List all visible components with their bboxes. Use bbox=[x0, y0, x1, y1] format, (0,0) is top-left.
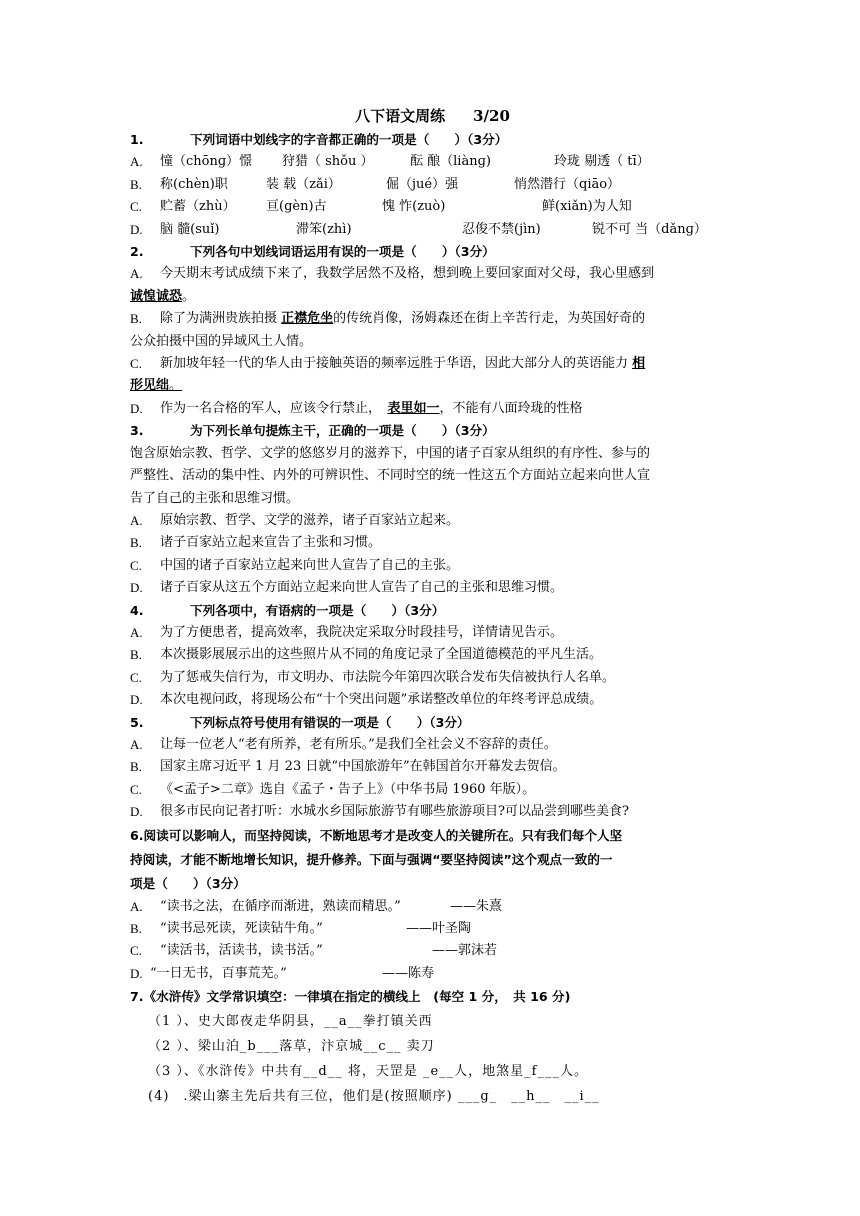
q4-option-c: C. 为了惩戒失信行为，市文明办、市法院今年第四次联合发布失信被执行人名单。 bbox=[130, 669, 616, 685]
question-6-stem: 持阅读，才能不断地增长知识，提升修养。下面与强调“要坚持阅读”这个观点一致的一 bbox=[130, 851, 613, 867]
q2-option-c-cont: 形见绌。 bbox=[130, 378, 183, 394]
q6-option-b: B. “读书忌死读，死读钻牛角。” ——叶圣陶 bbox=[130, 921, 472, 936]
question-4-stem: 4. 下列各项中，有语病的一项是（ ）（3分） bbox=[130, 602, 445, 618]
q1-option-b: B. 称(chèn)职 装 载（zǎi） 倔（jué）强 悄然潜行（qiāo） bbox=[130, 176, 621, 192]
q7-item-2: （2 ）、梁山泊_b___落草，汴京城__c__ 卖刀 bbox=[148, 1039, 435, 1055]
q5-option-c: C. 《<孟子>二章》选自《孟子・告子上》（中华书局 1960 年版）。 bbox=[130, 781, 536, 797]
title-date: 3/20 bbox=[473, 107, 510, 125]
q2-option-d: D. 作为一名合格的军人，应该令行禁止， 表里如一，不能有八面玲珑的性格 bbox=[130, 400, 583, 416]
q3-passage-line: 饱含原始宗教、哲学、文学的悠悠岁月的滋养下，中国的诸子百家从组织的有序性、参与的 bbox=[130, 445, 651, 461]
q2-option-b: B. 除了为满洲贵族拍摄 正襟危坐的传统肖像，汤姆森还在街上辛苦行走，为英国好奇的 bbox=[130, 311, 646, 327]
q2-option-a: A. 今天期末考试成绩下来了，我数学居然不及格，想到晚上要回家面对父母，我心里感到 bbox=[130, 266, 655, 282]
document-page bbox=[130, 104, 735, 1109]
q4-option-d: D. 本次电视问政，将现场公布“十个突出问题”承诺整改单位的年终考评总成绩。 bbox=[130, 692, 603, 708]
question-1-stem: 1. 下列词语中划线字的字音都正确的一项是（ ）（3分） bbox=[130, 132, 508, 147]
q1-option-a: A. 憧（chōnɡ）憬 狩猎（ shǒu ） 酝 酿（liànɡ) 玲珑 剔透（ tī） bbox=[130, 154, 650, 170]
q3-passage-line: 告了自己的主张和思维习惯。 bbox=[130, 490, 300, 506]
q5-option-d: D. 很多市民向记者打听：水城水乡国际旅游节有哪些旅游项目?可以品尝到哪些美食? bbox=[130, 804, 629, 820]
q7-item-3: （3 ）、《水浒传》中共有__d__ 将，天罡是 _e__人，地煞星_f___人。 bbox=[148, 1064, 588, 1080]
q6-option-a: A. “读书之法，在循序而渐进，熟读而精思。” ——朱熹 bbox=[130, 898, 503, 914]
question-7-stem: 7.《水浒传》文学常识填空：一律填在指定的横线上 (每空 1 分， 共 16 分) bbox=[130, 989, 571, 1005]
q6-option-c: C. “读活书，活读书，读书活。” ——郭沫若 bbox=[130, 943, 498, 959]
q1-option-c: C. 贮蓄（zhù） 亘(gèn)古 愧 怍(zuò) 鲜(xiǎn)为人知 bbox=[130, 199, 632, 215]
q7-item-4: (4) .梁山寨主先后共有三位，他们是(按照顺序) ___g_ __h__ __i__ bbox=[148, 1089, 600, 1105]
q4-option-a: A. 为了方便患者，提高效率，我院决定采取分时段挂号，详情请见告示。 bbox=[130, 624, 564, 640]
question-6-stem: 项是（ ）（3分） bbox=[130, 875, 246, 891]
title-text: 八下语文周练 bbox=[355, 107, 446, 125]
q5-option-a: A. 让每一位老人“老有所养，老有所乐。”是我们全社会义不容辞的责任。 bbox=[130, 736, 557, 752]
question-2-stem: 2. 下列各句中划线词语运用有误的一项是（ ）（3分） bbox=[130, 244, 495, 260]
q4-option-b: B. 本次摄影展展示出的这些照片从不同的角度记录了全国道德模范的平凡生活。 bbox=[130, 647, 603, 663]
question-5-stem: 5. 下列标点符号使用有错误的一项是（ ）（3分） bbox=[130, 714, 470, 730]
q3-option-a: A. 原始宗教、哲学、文学的滋养，诸子百家站立起来。 bbox=[130, 512, 460, 528]
question-3-stem: 3. 为下列长单句提炼主干，正确的一项是（ ）（3分） bbox=[130, 423, 495, 439]
q2-option-b-cont: 公众拍摄中国的异域风土人情。 bbox=[130, 333, 313, 349]
question-6-stem: 6.阅读可以影响人，而坚持阅读，不断地思考才是改变人的关键所在。只有我们每个人坚 bbox=[130, 827, 623, 843]
q3-option-c: C. 中国的诸子百家站立起来向世人宣告了自己的主张。 bbox=[130, 557, 460, 573]
q1-option-d: D. 脑 髓(suǐ) 滞笨(zhì) 忍俊不禁(jìn) 锐不可 当（dǎnɡ） bbox=[130, 221, 707, 237]
q2-option-c: C. 新加坡年轻一代的华人由于接触英语的频率远胜于华语，因此大部分人的英语能力 相 bbox=[130, 356, 646, 372]
q6-option-d: D. “一日无书，百事荒芜。” ——陈寿 bbox=[130, 965, 435, 981]
q3-passage-line: 严整性、活动的集中性、内外的可辨识性、不同时空的统一性这五个方面站立起来向世人宣 bbox=[130, 468, 651, 484]
q7-item-1: （1 ）、史大郎夜走华阴县，__a__拳打镇关西 bbox=[148, 1014, 433, 1030]
q5-option-b: B. 国家主席习近平 1 月 23 日就“中国旅游年”在韩国首尔开幕发去贺信。 bbox=[130, 759, 566, 775]
q3-option-b: B. 诸子百家站立起来宣告了主张和习惯。 bbox=[130, 535, 382, 551]
q3-option-d: D. 诸子百家从这五个方面站立起来向世人宣告了自己的主张和思维习惯。 bbox=[130, 580, 564, 596]
q2-option-a-cont: 诚惶诚恐。 bbox=[130, 288, 196, 304]
page-title bbox=[130, 104, 735, 128]
